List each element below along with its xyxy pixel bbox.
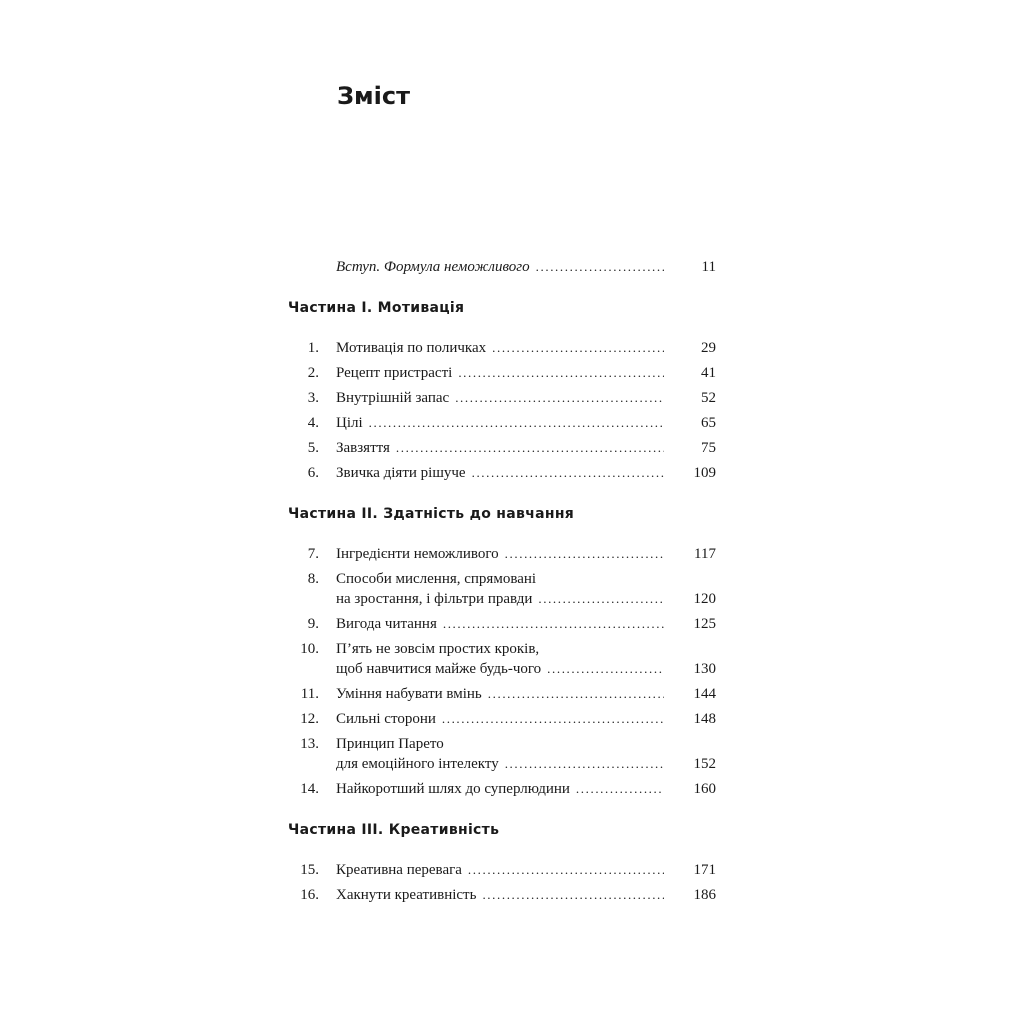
toc-chapter-entry[interactable]: [288, 857, 716, 882]
toc-entry-content: [336, 614, 716, 634]
toc-chapter-entry[interactable]: [288, 706, 716, 731]
toc-chapter-entry[interactable]: [288, 335, 716, 360]
dot-leader: [576, 779, 664, 799]
toc-entry-leader-line: [336, 860, 716, 880]
toc-entry-leader-line: [336, 363, 716, 383]
toc-entry-leader-line: [336, 684, 716, 704]
page-title: Зміст: [337, 82, 411, 110]
toc-chapter-number: 7.: [307, 546, 319, 562]
toc-entry-page-number: 130: [693, 661, 716, 677]
toc-entry-title: Внутрішній запас: [336, 390, 450, 406]
toc-chapter-number: 3.: [307, 390, 319, 406]
dot-leader: [468, 860, 664, 880]
toc-chapter-entry[interactable]: [288, 435, 716, 460]
toc-chapter-entry[interactable]: [288, 385, 716, 410]
toc-intro-entry[interactable]: [288, 254, 716, 279]
toc-chapter-number: 14.: [300, 781, 319, 797]
toc-part-heading: Частина II. Здатність до навчання: [288, 506, 575, 522]
dot-leader: [396, 438, 664, 458]
toc-chapter-entry[interactable]: [288, 776, 716, 801]
toc-entry-leader-line: [336, 614, 716, 634]
toc-entry-title: Сильні сторони: [336, 711, 436, 727]
toc-entry-leader-line: [336, 659, 716, 679]
toc-entry-leader-line: [336, 709, 716, 729]
toc-entry-title: Мотивація по поличках: [336, 340, 487, 356]
toc-entry-title-line: П’ять не зовсім простих кроків,: [336, 641, 540, 657]
dot-leader: [443, 614, 664, 634]
toc-entry-leader-line: [336, 885, 716, 905]
toc-entry-leader-line: [336, 413, 716, 433]
dot-leader: [488, 684, 664, 704]
dot-leader: [472, 463, 664, 483]
toc-chapter-number: 6.: [307, 465, 319, 481]
toc-entry-title: Завзяття: [336, 440, 390, 456]
toc-entry-content: [336, 734, 716, 774]
toc-entry-leader-line: [336, 257, 716, 277]
toc-entry-page-number: 120: [693, 591, 716, 607]
toc-chapter-number: 10.: [300, 641, 319, 657]
toc-chapter-entry[interactable]: [288, 410, 716, 435]
toc-entry-page-number: 171: [693, 862, 716, 878]
toc-entry-leader-line: [336, 388, 716, 408]
toc-entry-page-number: 52: [701, 390, 716, 406]
toc-chapter-number: 16.: [300, 887, 319, 903]
toc-entry-leader-line: [336, 589, 716, 609]
toc-entry-content: [336, 413, 716, 433]
toc-entry-leader-line: [336, 754, 716, 774]
dot-leader: [505, 544, 664, 564]
toc-part-heading: Частина III. Креативність: [288, 822, 500, 838]
toc-chapter-number: 5.: [307, 440, 319, 456]
toc-entry-leader-line: [336, 463, 716, 483]
toc-chapter-number: 4.: [307, 415, 319, 431]
toc-entry-page-number: 75: [701, 440, 716, 456]
toc-entry-title: Хакнути креативність: [336, 887, 477, 903]
toc-entry-title: для емоційного інтелекту: [336, 756, 499, 772]
toc-entry-title: Інгредієнти неможливого: [336, 546, 499, 562]
toc-entry-content: [336, 544, 716, 564]
dot-leader: [455, 388, 664, 408]
dot-leader: [547, 659, 664, 679]
toc-entry-page-number: 11: [701, 259, 716, 275]
toc-entry-leader-line: [336, 544, 716, 564]
toc-entry-title: на зростання, і фільтри правди: [336, 591, 533, 607]
toc-entry-title: Рецепт пристрасті: [336, 365, 453, 381]
toc-entry-content: [336, 639, 716, 679]
toc-chapter-entry[interactable]: [288, 541, 716, 566]
toc-entry-page-number: 125: [693, 616, 716, 632]
toc-chapter-entry[interactable]: [288, 636, 716, 681]
toc-entry-page-number: 29: [701, 340, 716, 356]
dot-leader: [458, 363, 664, 383]
toc-entry-content: [336, 388, 716, 408]
toc-entry-page-number: 152: [693, 756, 716, 772]
dot-leader: [505, 754, 664, 774]
dot-leader: [538, 589, 664, 609]
dot-leader: [369, 413, 664, 433]
toc-entry-title-line: Принцип Парето: [336, 736, 444, 752]
toc-entry-content: [336, 709, 716, 729]
toc-chapter-entry[interactable]: [288, 360, 716, 385]
toc-chapter-entry[interactable]: [288, 566, 716, 611]
toc-entry-title: щоб навчитися майже будь-чого: [336, 661, 542, 677]
toc-entry-page-number: 144: [693, 686, 716, 702]
dot-leader: [482, 885, 664, 905]
toc-entry-content: [336, 363, 716, 383]
toc-chapter-entry[interactable]: [288, 731, 716, 776]
toc-entry-content: [336, 885, 716, 905]
toc-chapter-entry[interactable]: [288, 611, 716, 636]
toc-chapter-number: 12.: [300, 711, 319, 727]
toc-entry-content: [336, 684, 716, 704]
toc-entry-title: Вигода читання: [336, 616, 437, 632]
toc-entry-page-number: 117: [694, 546, 716, 562]
toc-entry-content: [336, 463, 716, 483]
dot-leader: [492, 338, 664, 358]
dot-leader: [442, 709, 664, 729]
toc-entry-title: Цілі: [336, 415, 363, 431]
toc-entry-leader-line: [336, 779, 716, 799]
toc-entry-content: [336, 438, 716, 458]
toc-entry-content: [336, 338, 716, 358]
toc-entry-content: [336, 779, 716, 799]
toc-entry-page-number: 160: [693, 781, 716, 797]
toc-chapter-entry[interactable]: [288, 882, 716, 907]
toc-entry-title: Найкоротший шлях до суперлюдини: [336, 781, 570, 797]
table-of-contents: [288, 254, 716, 907]
toc-entry-page-number: 109: [693, 465, 716, 481]
toc-entry-content: [336, 569, 716, 609]
toc-entry-page-number: 65: [701, 415, 716, 431]
dot-leader: [536, 257, 664, 277]
toc-chapter-number: 13.: [300, 736, 319, 752]
toc-entry-title: Вступ. Формула неможливого: [336, 259, 530, 275]
toc-entry-title-line: Способи мислення, спрямовані: [336, 571, 537, 587]
toc-chapter-entry[interactable]: [288, 681, 716, 706]
toc-chapter-number: 8.: [307, 571, 319, 587]
toc-chapter-entry[interactable]: [288, 460, 716, 485]
toc-entry-leader-line: [336, 338, 716, 358]
toc-chapter-number: 9.: [307, 616, 319, 632]
toc-entry-leader-line: [336, 438, 716, 458]
toc-entry-title: Уміння набувати вмінь: [336, 686, 482, 702]
toc-entry-page-number: 41: [701, 365, 716, 381]
toc-part-heading: Частина I. Мотивація: [288, 300, 465, 316]
toc-entry-page-number: 148: [693, 711, 716, 727]
toc-entry-content: [336, 257, 716, 277]
toc-entry-page-number: 186: [693, 887, 716, 903]
toc-chapter-number: 11.: [300, 686, 319, 702]
toc-entry-title: Креативна перевага: [336, 862, 462, 878]
toc-chapter-number: 1.: [307, 340, 319, 356]
toc-chapter-number: 2.: [307, 365, 319, 381]
toc-entry-content: [336, 860, 716, 880]
toc-chapter-number: 15.: [300, 862, 319, 878]
toc-entry-title: Звичка діяти рішуче: [336, 465, 466, 481]
